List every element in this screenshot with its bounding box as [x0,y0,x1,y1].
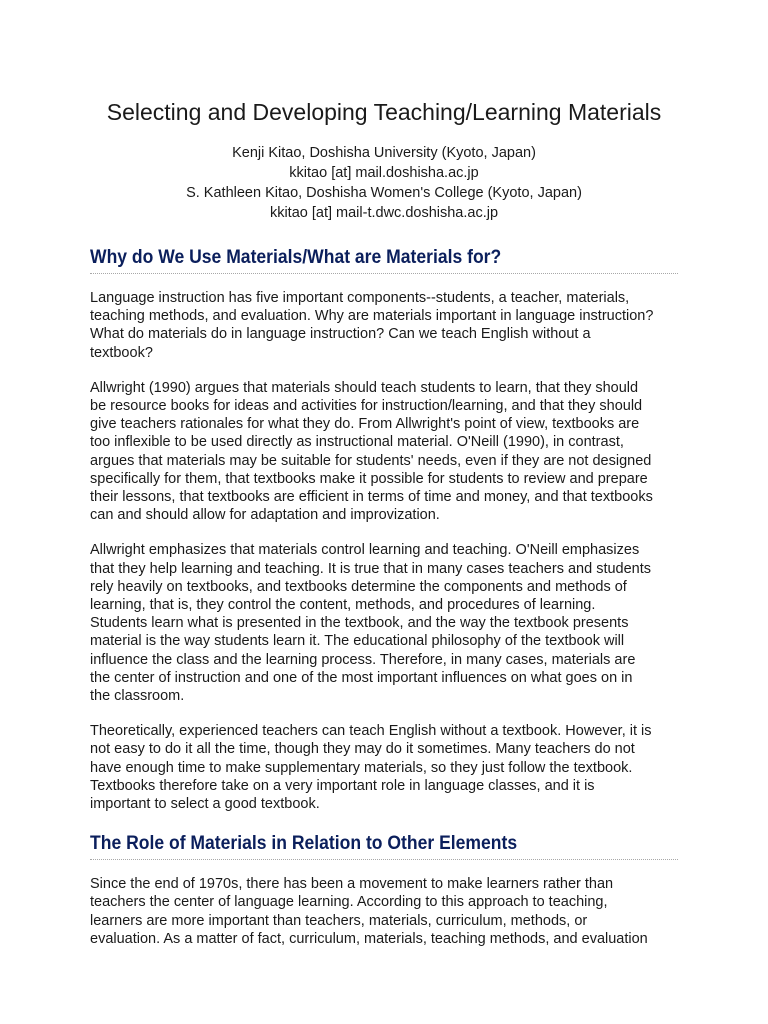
paragraph: Allwright emphasizes that materials control learning and teaching. O'Neill emphasizes that they help learning and teaching. It is true that in many cases teachers and students rely heavily on textbooks, and textbooks determine the components and methods of learning, that is, they control the content, methods, and procedures of learning. Students learn what is presented in the textbook, and the way the textbook presents material is the way students learn it. The educational philosophy of the textbook will influence the class and the learning process. Therefore, in many cases, materials are the center of instruction and one of the most important influences on what goes on in the classroom. [90,542,652,705]
paragraph: Since the end of 1970s, there has been a movement to make learners rather than teachers the center of language learning. According to this approach to teaching, learners are more important than teachers, materials, curriculum, methods, or evaluation. As a matter of fact, curriculum, materials, teaching methods, and evaluation [90,876,648,947]
author-email-2: kkitao [at] mail-t.dwc.doshisha.ac.jp [269,205,499,221]
author-line-1: Kenji Kitao, Doshisha University (Kyoto, Japan) [232,145,536,161]
section-2 [90,830,678,860]
paragraph: Language instruction has five important components--students, a teacher, materials, teaching methods, and evaluation. Why are materials important in language instruction? What do materials do in language instruction? Can we teach English without a textbook? [90,290,654,361]
author-line-2: S. Kathleen Kitao, Doshisha Women's College (Kyoto, Japan) [186,185,582,201]
section-divider [90,273,678,274]
author-block [90,143,678,223]
document-title: Selecting and Developing Teaching/Learning Materials [106,99,662,125]
section-1 [90,244,678,274]
author-email-1: kkitao [at] mail.doshisha.ac.jp [289,165,479,181]
section-heading: The Role of Materials in Relation to Other Elements [90,832,518,855]
section-heading: Why do We Use Materials/What are Materials for? [90,246,502,268]
paragraph: Allwright (1990) argues that materials should teach students to learn, that they should be resource books for ideas and activities for instruction/learning, and that they should give teachers rationales for what they do. From Allwright's point of view, textbooks are too inflexible to be used directly as instructional material. O'Neill (1990), in contrast, argues that materials may be suitable for students' needs, even if they are not designed specifically for them, that textbooks make it possible for students to review and prepare their lessons, that textbooks are efficient in terms of time and money, and that textbooks can and should allow for adaptation and improvization. [90,379,653,524]
section-divider [90,859,678,860]
paragraph: Theoretically, experienced teachers can teach English without a textbook. However, it is not easy to do it all the time, though they may do it sometimes. Many teachers do not have enough time to make supplementary materials, so they just follow the textbook. Textbooks therefore take on a very important role in language classes, and it is important to select a good textbook. [90,723,652,813]
